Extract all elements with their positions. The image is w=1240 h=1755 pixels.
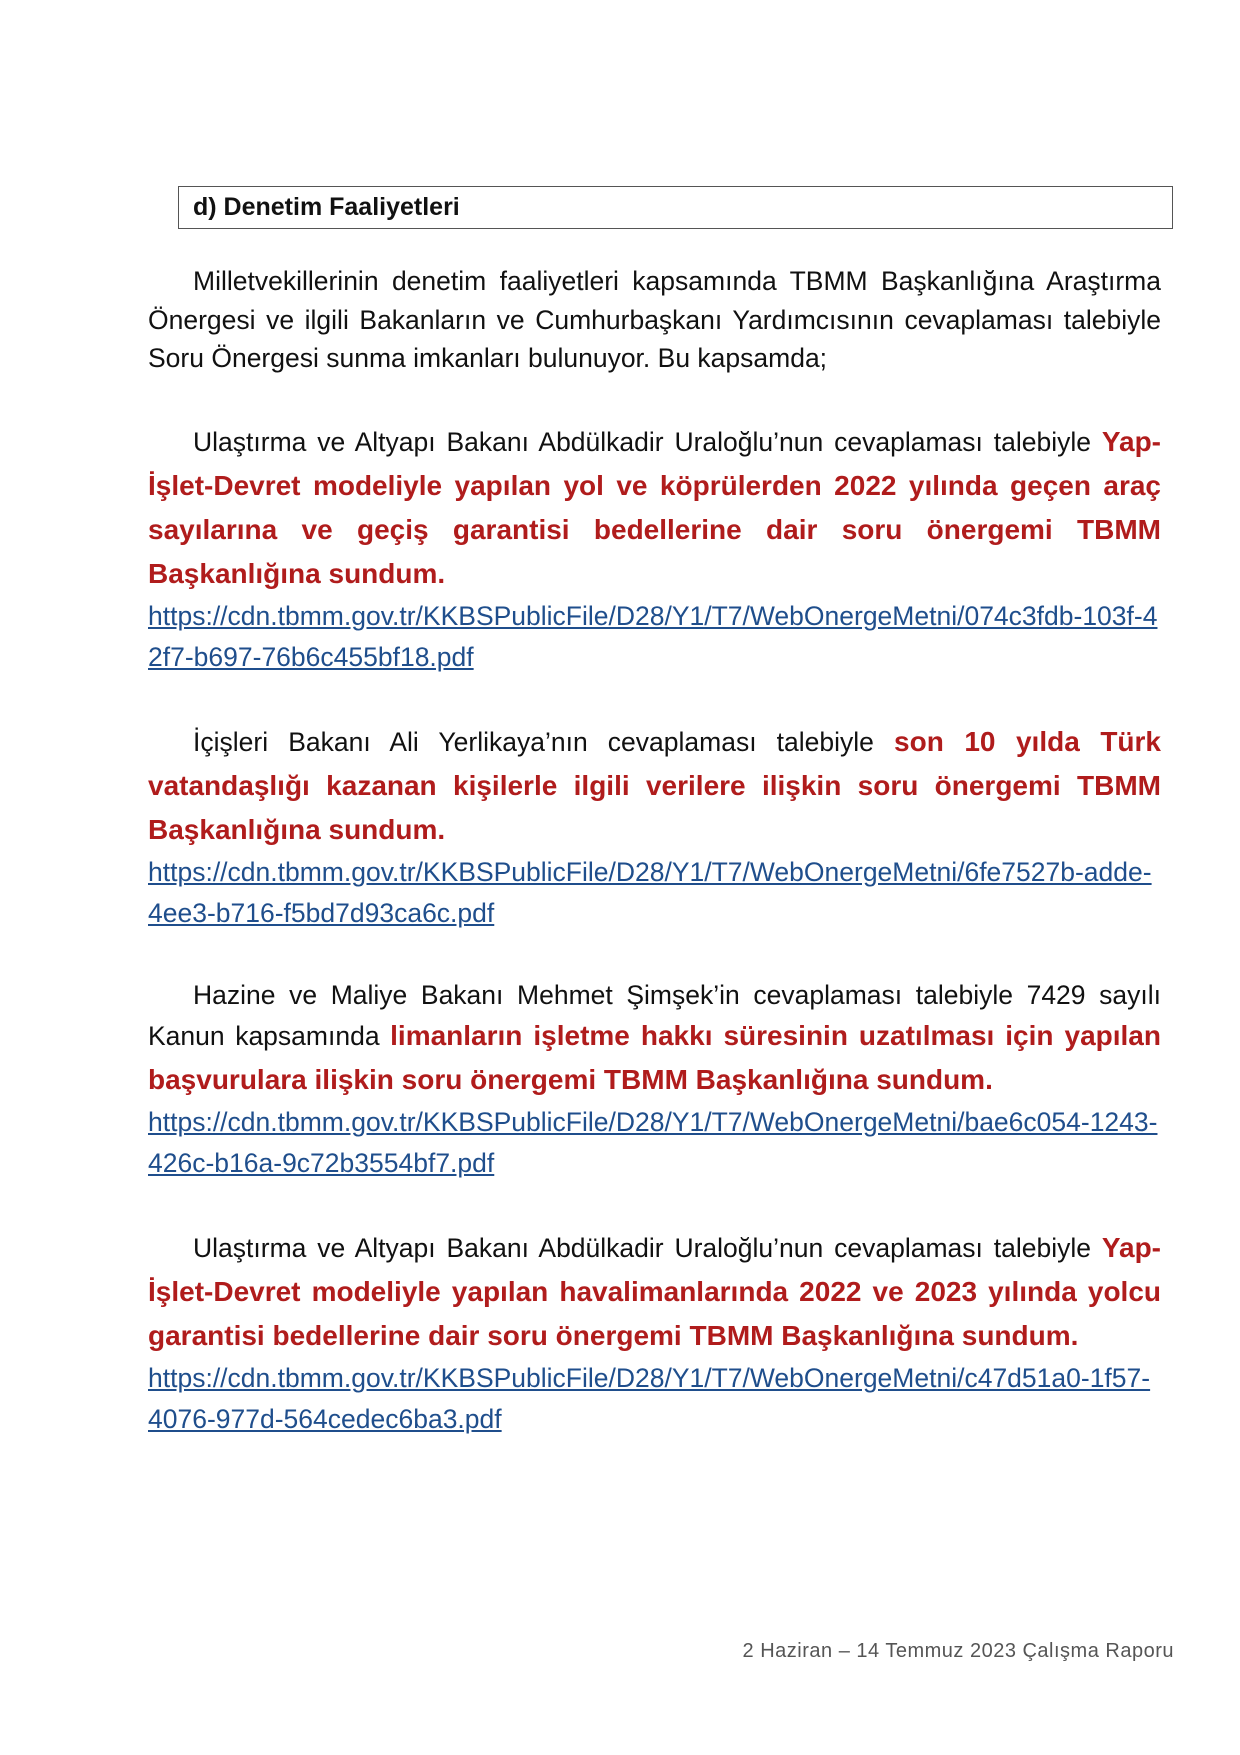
entry-link[interactable]: https://cdn.tbmm.gov.tr/KKBSPublicFile/D28/Y1/T7/WebOnergeMetni/c47d51a0-1f57-4076-977d-564cedec6ba3.pdf xyxy=(148,1363,1151,1434)
entry-1 xyxy=(148,420,1161,678)
entry-link[interactable]: https://cdn.tbmm.gov.tr/KKBSPublicFile/D28/Y1/T7/WebOnergeMetni/6fe7527b-adde-4ee3-b716-f5bd7d93ca6c.pdf xyxy=(148,856,1152,928)
entry-4 xyxy=(148,1226,1161,1440)
entry-prefix: İçişleri Bakanı Ali Yerlikaya’nın cevaplaması talebiyle xyxy=(193,726,874,757)
entry-3 xyxy=(148,976,1161,1185)
entry-paragraph xyxy=(148,976,1161,1103)
entry-prefix: Hazine ve Maliye Bakanı Mehmet Şimşek’in cevaplaması talebiyle 7429 sayılı Kanun kapsamında xyxy=(148,979,1161,1051)
entry-paragraph xyxy=(148,420,1161,596)
intro-paragraph: Milletvekillerinin denetim faaliyetleri kapsamında TBMM Başkanlığına Araştırma Önergesi ve ilgili Bakanların ve Cumhurbaşkanı Yardımcısının cevaplaması talebiyle Soru Önergesi sunma imkanları bulunuyor. Bu kapsamda; xyxy=(148,266,1161,373)
entry-prefix: Ulaştırma ve Altyapı Bakanı Abdülkadir Uraloğlu’nun cevaplaması talebiyle xyxy=(193,1233,1091,1263)
document-body xyxy=(148,262,1161,1440)
entry-link[interactable]: https://cdn.tbmm.gov.tr/KKBSPublicFile/D28/Y1/T7/WebOnergeMetni/bae6c054-1243-426c-b16a-9c72b3554bf7.pdf xyxy=(148,1107,1158,1178)
entry-highlight: limanların işletme hakkı süresinin uzatılması için yapılan başvurulara ilişkin soru önergemi TBMM Başkanlığına sundum. xyxy=(148,1020,1161,1095)
section-heading-box xyxy=(178,186,1173,229)
entry-prefix: Ulaştırma ve Altyapı Bakanı Abdülkadir Uraloğlu’nun cevaplaması talebiyle xyxy=(193,426,1091,457)
entry-paragraph xyxy=(148,1226,1161,1358)
section-heading: d) Denetim Faaliyetleri xyxy=(193,193,460,221)
page-footer: 2 Haziran – 14 Temmuz 2023 Çalışma Raporu xyxy=(742,1640,1174,1662)
entry-highlight: son 10 yılda Türk vatandaşlığı kazanan kişilerle ilgili verilere ilişkin soru önergemi TBMM Başkanlığına sundum. xyxy=(148,725,1161,845)
entry-highlight: Yap-İşlet-Devret modeliyle yapılan havalimanlarında 2022 ve 2023 yılında yolcu garantisi bedellerine dair soru önergemi TBMM Başkanlığına sundum. xyxy=(148,1232,1161,1351)
entry-2 xyxy=(148,720,1161,934)
entry-link[interactable]: https://cdn.tbmm.gov.tr/KKBSPublicFile/D28/Y1/T7/WebOnergeMetni/074c3fdb-103f-42f7-b697-76b6c455bf18.pdf xyxy=(148,600,1158,672)
entry-highlight: Yap-İşlet-Devret modeliyle yapılan yol ve köprülerden 2022 yılında geçen araç sayılarına ve geçiş garantisi bedellerine dair soru önergemi TBMM Başkanlığına sundum. xyxy=(148,425,1161,589)
entry-paragraph xyxy=(148,720,1161,852)
